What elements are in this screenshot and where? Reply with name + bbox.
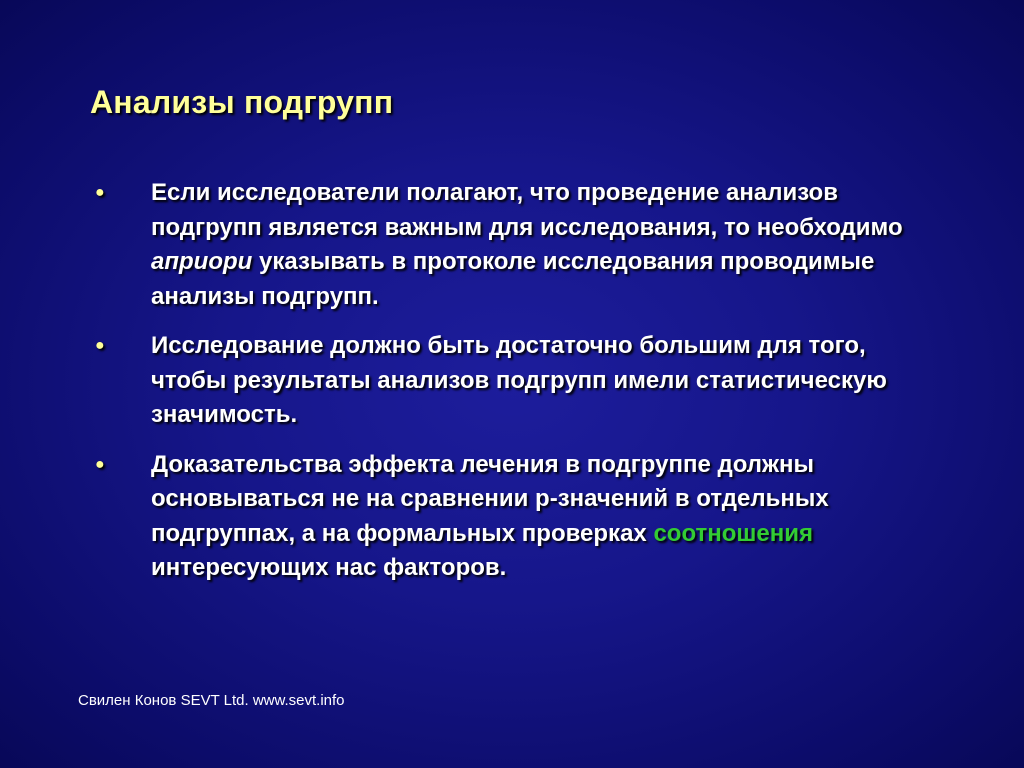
footer-credit: Свилен Конов SEVT Ltd. www.sevt.info — [78, 692, 345, 709]
bullet-text: указывать в протоколе исследования проводимые анализы подгрупп. — [151, 248, 875, 310]
bullet-text: Исследование должно быть достаточно большим для того, чтобы результаты анализов подгрупп имели статистическую значимость. — [151, 332, 887, 428]
bullet-dot-icon: ● — [95, 455, 105, 473]
bullet-dot-icon: ● — [95, 337, 105, 354]
bullet-item — [95, 176, 935, 314]
bullet-text: интересующих нас факторов. — [151, 554, 507, 581]
bullet-text: Если исследователи полагают, что проведение анализов подгрупп является важным для исследования, то необходимо — [151, 179, 903, 241]
bullet-dot-icon: ● — [95, 184, 105, 201]
bullet-item — [95, 448, 935, 586]
slide-title: Анализы подгрупп — [90, 84, 394, 120]
bullet-list — [95, 176, 935, 601]
bullet-text: Доказательства эффекта лечения в подгруппе должны основываться не на сравнении p-значений в отдельных подгруппах, а на формальных проверках — [151, 450, 829, 547]
bullet-item — [95, 329, 935, 433]
bullet-italic-text: априори — [151, 248, 253, 275]
bullet-highlight-text: соотношения — [653, 519, 814, 547]
